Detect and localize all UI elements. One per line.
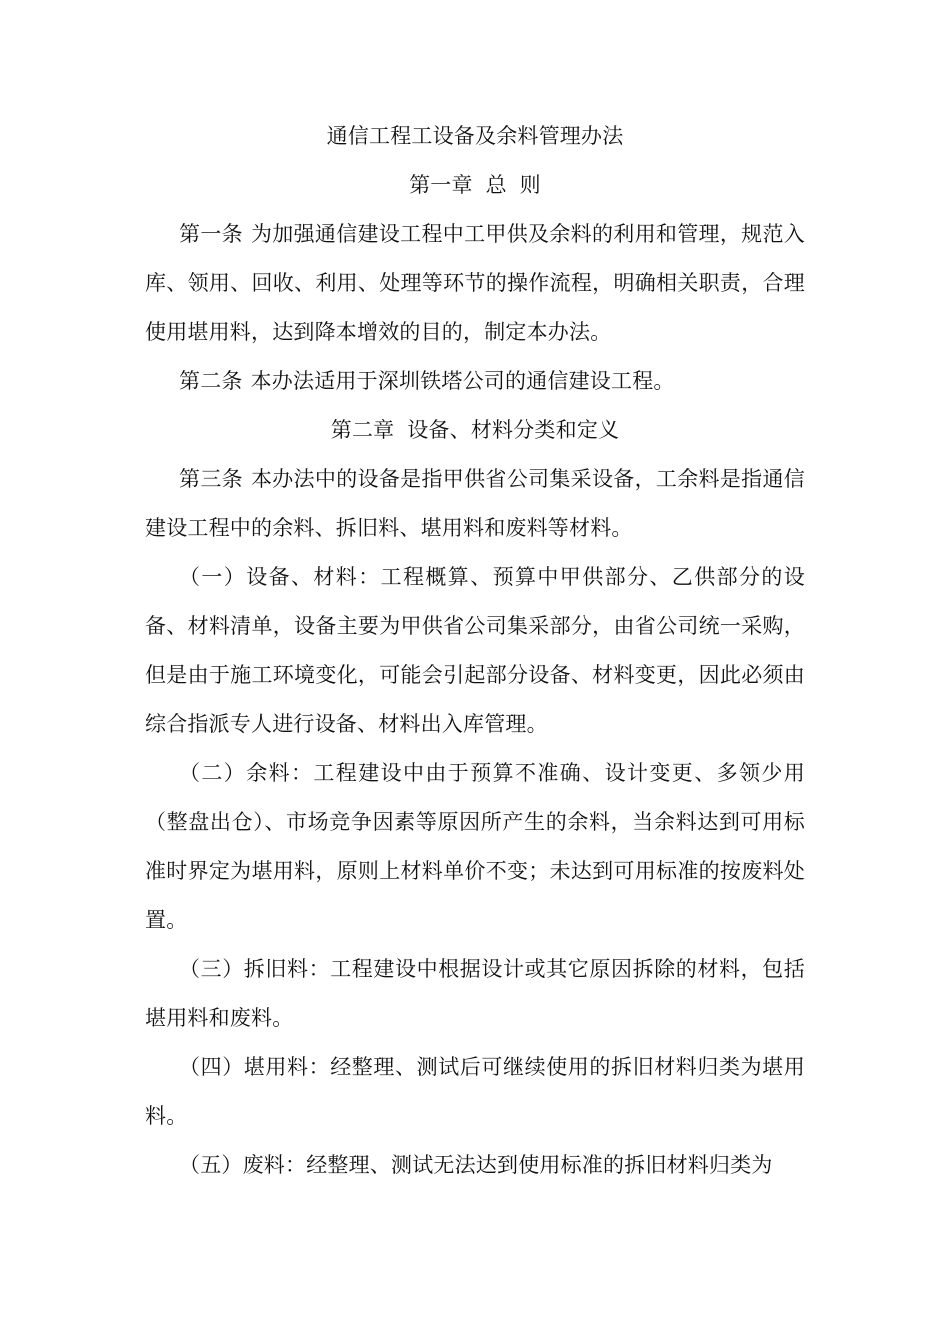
item-3-dismantled-materials: （三）拆旧料：工程建设中根据设计或其它原因拆除的材料，包括堪用料和废料。 xyxy=(145,957,805,1030)
chapter-1-heading: 第一章 总 则 xyxy=(409,173,541,197)
item-5-waste-materials: （五）废料：经整理、测试无法达到使用标准的拆旧材料归类为 xyxy=(179,1153,773,1177)
article-3-label: 第三条 xyxy=(179,467,243,491)
article-3 xyxy=(145,455,805,553)
article-2 xyxy=(145,357,805,406)
article-1-text: 为加强通信建设工程中工甲供及余料的利用和管理，规范入库、领用、回收、利用、处理等环节的操作流程，明确相关职责，合理使用堪用料，达到降本增效的目的，制定本办法。 xyxy=(145,222,805,344)
chapter-2-heading: 第二章 设备、材料分类和定义 xyxy=(330,418,620,442)
article-2-label: 第二条 xyxy=(179,369,243,393)
document-body xyxy=(145,112,805,1190)
article-2-text: 本办法适用于深圳铁塔公司的通信建设工程。 xyxy=(250,369,675,393)
article-3-text: 本办法中的设备是指甲供省公司集采设备，工余料是指通信建设工程中的余料、拆旧料、堪用料和废料等材料。 xyxy=(145,467,805,540)
item-1-equipment-materials: （一）设备、材料：工程概算、预算中甲供部分、乙供部分的设备、材料清单，设备主要为甲供省公司集采部分，由省公司统一采购，但是由于施工环境变化，可能会引起部分设备、材料变更，因此必须由综合指派专人进行设备、材料出入库管理。 xyxy=(145,565,805,736)
item-2-surplus-materials: （二）余料：工程建设中由于预算不准确、设计变更、多领少用（整盘出仓）、市场竞争因素等原因所产生的余料，当余料达到可用标准时界定为堪用料，原则上材料单价不变；未达到可用标准的按废料处置。 xyxy=(145,761,805,932)
document-title: 通信工程工设备及余料管理办法 xyxy=(326,124,624,148)
item-4-usable-materials: （四）堪用料：经整理、测试后可继续使用的拆旧材料归类为堪用料。 xyxy=(145,1055,805,1128)
article-1 xyxy=(145,210,805,357)
article-1-label: 第一条 xyxy=(179,222,243,246)
